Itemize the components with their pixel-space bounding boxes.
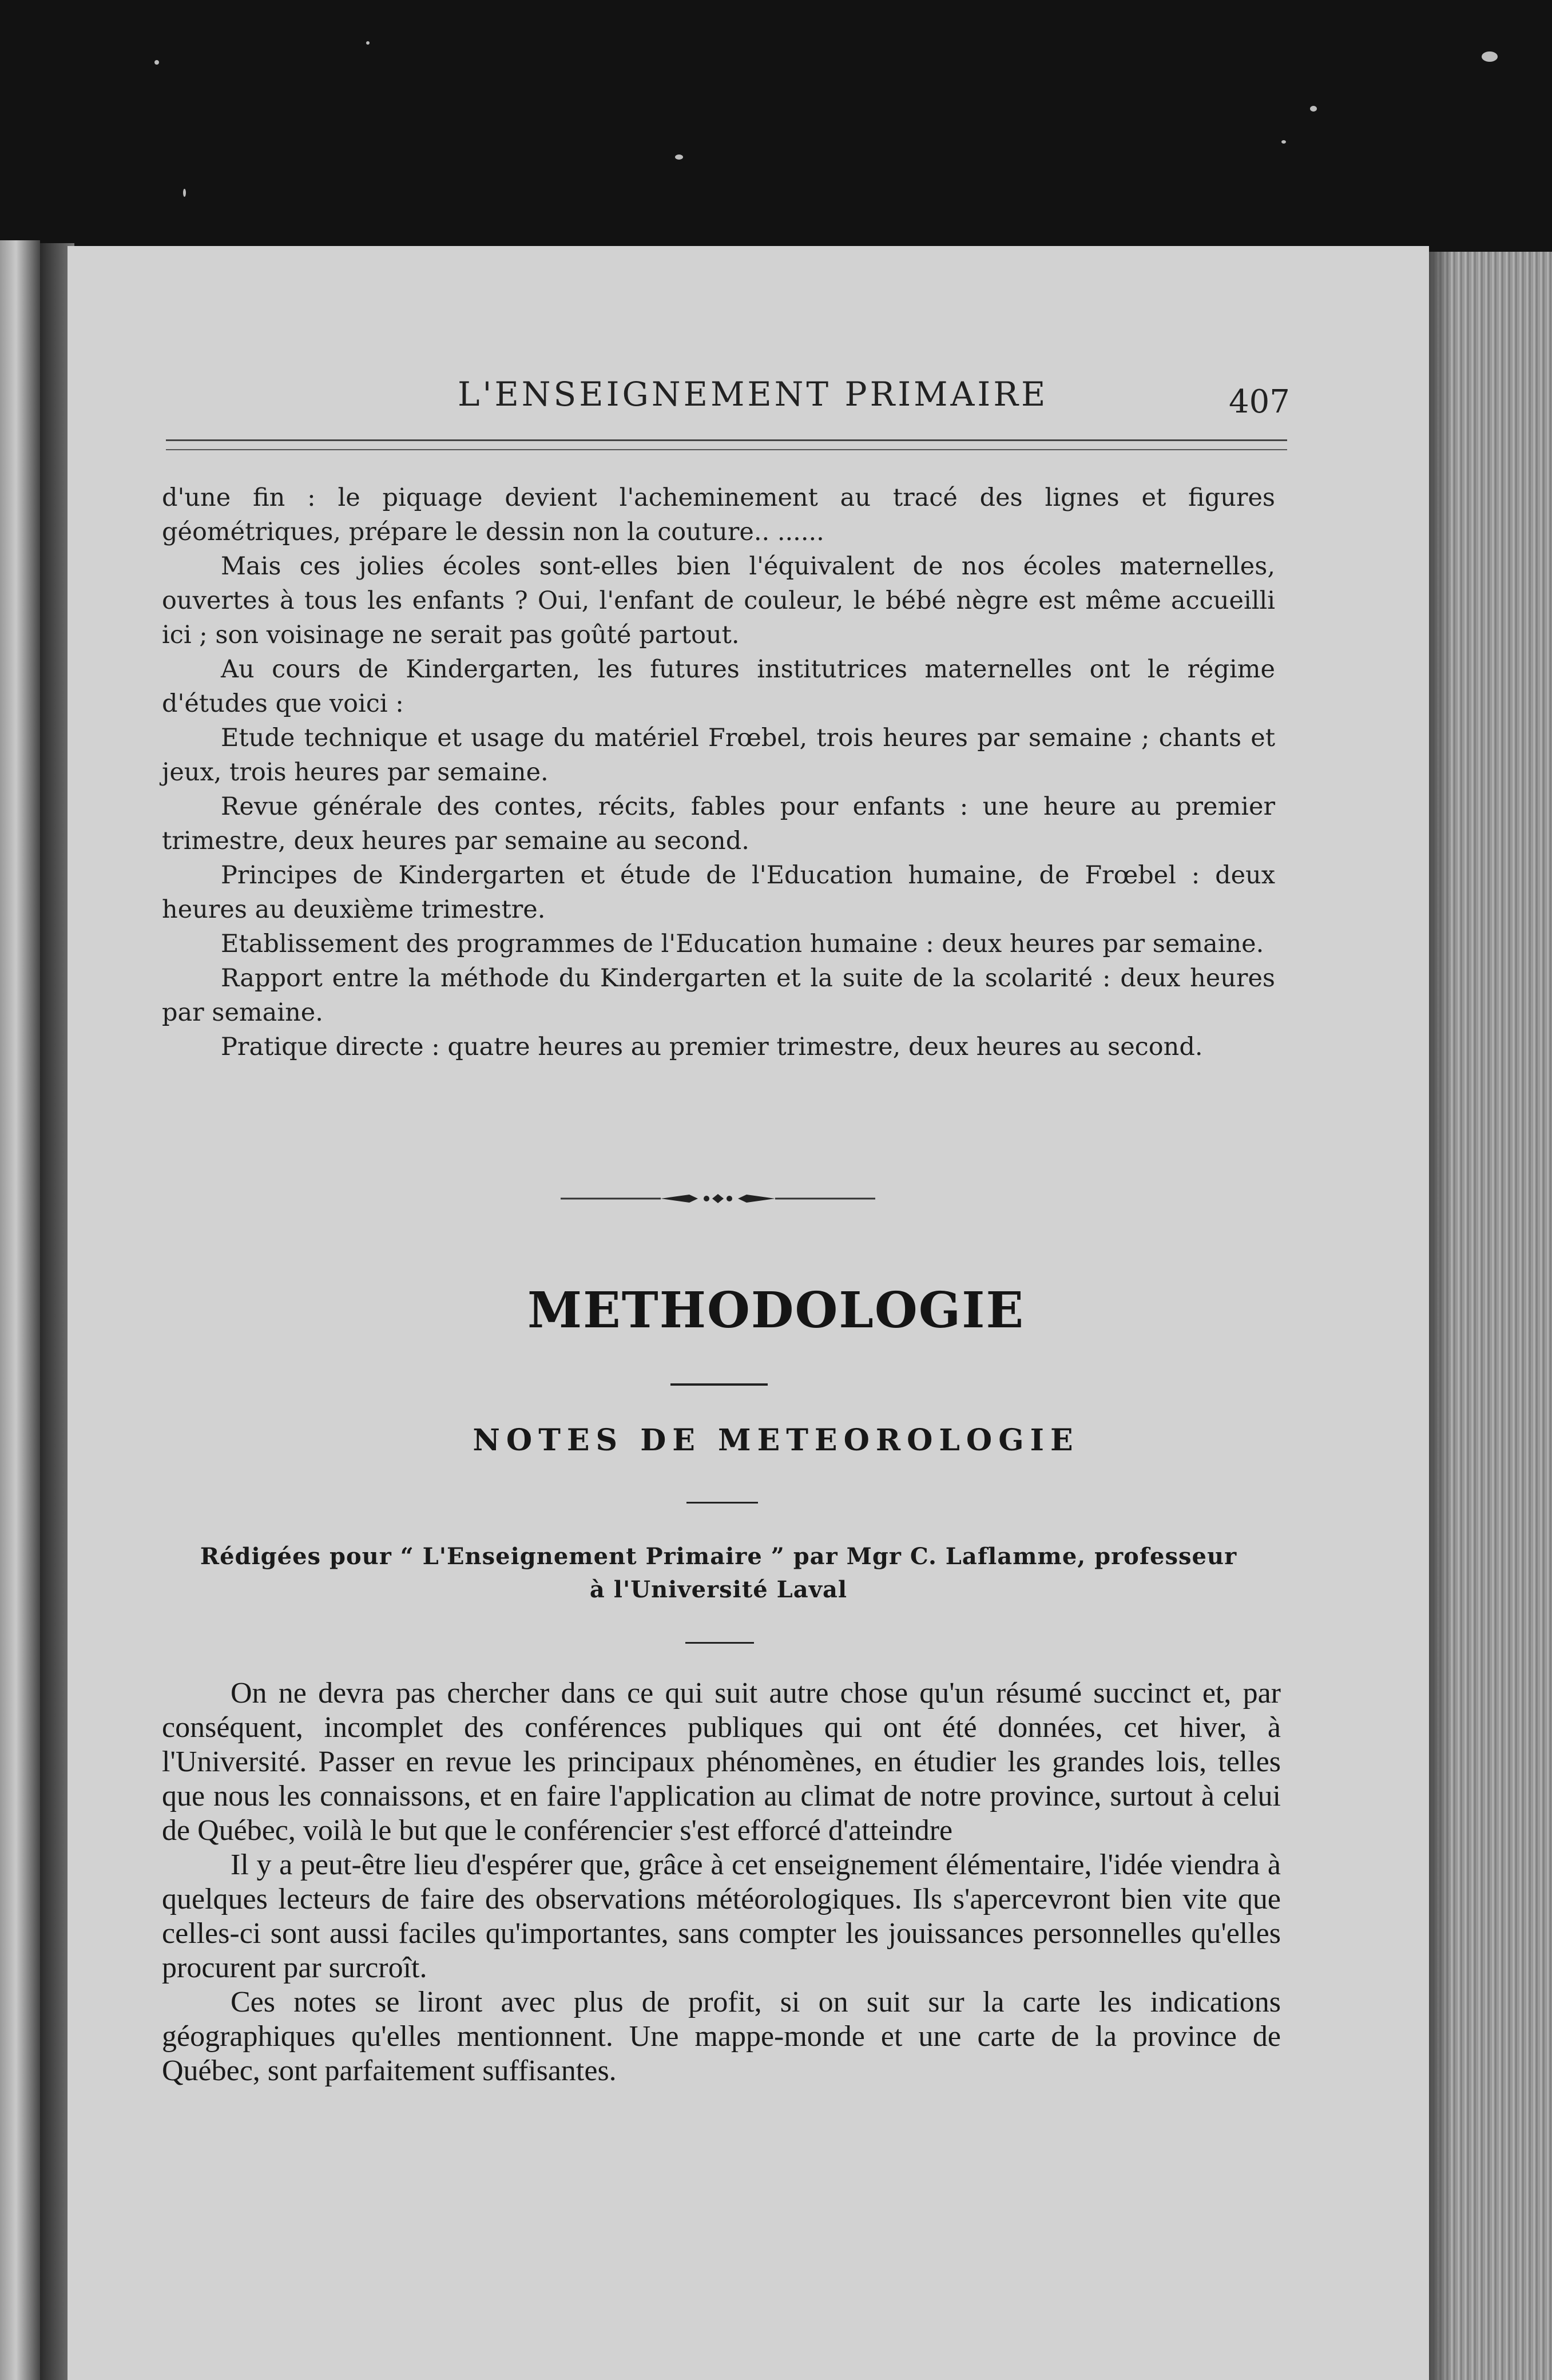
paragraph: d'une fin : le piquage devient l'acheminement au tracé des lignes et figures géométriques, prépare le dessin non la couture.. ...... (162, 483, 1275, 546)
byline-rule (685, 1642, 754, 1644)
dust-speck (1281, 140, 1286, 144)
paragraph: Pratique directe : quatre heures au premier trimestre, deux heures au second. (221, 1033, 1203, 1061)
running-title: L'ENSEIGNEMENT PRIMAIRE (458, 375, 1049, 414)
paragraph: Principes de Kindergarten et étude de l'Education humaine, de Frœbel : deux heures au deuxième trimestre. (162, 861, 1275, 924)
lower-text-block (162, 1676, 1281, 2088)
paragraph: Rapport entre la méthode du Kindergarten et la suite de la scolarité : deux heures par semaine. (162, 964, 1275, 1027)
paragraph: Etablissement des programmes de l'Education humaine : deux heures par semaine. (221, 930, 1264, 958)
paragraph: Mais ces jolies écoles sont-elles bien l'équivalent de nos écoles maternelles, ouvertes à tous les enfants ? Oui, l'enfant de couleur, le bébé nègre est même accueilli ici ; son voisinage ne serait pas goûté partout. (162, 552, 1275, 649)
paragraph: Etude technique et usage du matériel Frœbel, trois heures par semaine ; chants et jeux, trois heures par semaine. (162, 724, 1275, 787)
title-rule (670, 1383, 768, 1386)
dust-speck (1482, 51, 1498, 62)
section-title: METHODOLOGIE (527, 1282, 1025, 1339)
paragraph: On ne devra pas chercher dans ce qui suit autre chose qu'un résumé succinct et, par conséquent, incomplet des conférences publiques qui ont été données, cet hiver, à l'Université. Passer en revue les principaux phénomènes, en étudier les grandes lois, telles que nous les connaissons, et en faire l'application au climat de notre province, surtout à celui de Québec, voilà le but que le conférencier s'est efforcé d'atteindre (162, 1677, 1281, 1847)
section-subtitle: NOTES DE METEOROLOGIE (473, 1423, 1079, 1458)
dust-speck (675, 154, 683, 160)
paragraph: Revue générale des contes, récits, fables pour enfants : une heure au premier trimestre, deux heures par semaine au second. (162, 792, 1275, 855)
paragraph: Au cours de Kindergarten, les futures institutrices maternelles ont le régime d'études que voici : (162, 655, 1275, 718)
upper-text-block (162, 481, 1275, 1064)
dust-speck (154, 60, 159, 65)
section-ornament (561, 1190, 875, 1207)
byline-line: à l'Université Laval (589, 1576, 848, 1603)
paragraph: Ces notes se liront avec plus de profit, si on suit sur la carte les indications géographiques qu'elles mentionnent. Une mappe-monde et une carte de la province de Québec, sont parfaitement suffisantes. (162, 1986, 1281, 2087)
paragraph: Il y a peut-être lieu d'espérer que, grâce à cet enseignement élémentaire, l'idée viendra à quelques lecteurs de faire des observations météorologiques. Ils s'apercevront bien vite que celles-ci sont aussi faciles qu'importantes, sans compter les jouissances personnelles qu'elles procurent par surcroît. (162, 1849, 1281, 1984)
dust-speck (366, 41, 370, 45)
header-double-rule (166, 439, 1287, 450)
page-number: 407 (1229, 383, 1290, 421)
byline-line: Rédigées pour “ L'Enseignement Primaire ” par Mgr C. Laflamme, professeur (200, 1543, 1237, 1570)
byline (162, 1540, 1275, 1606)
subtitle-rule (686, 1502, 758, 1504)
dust-speck (1310, 106, 1317, 112)
scan-background (0, 0, 1552, 252)
dust-speck (183, 189, 186, 197)
